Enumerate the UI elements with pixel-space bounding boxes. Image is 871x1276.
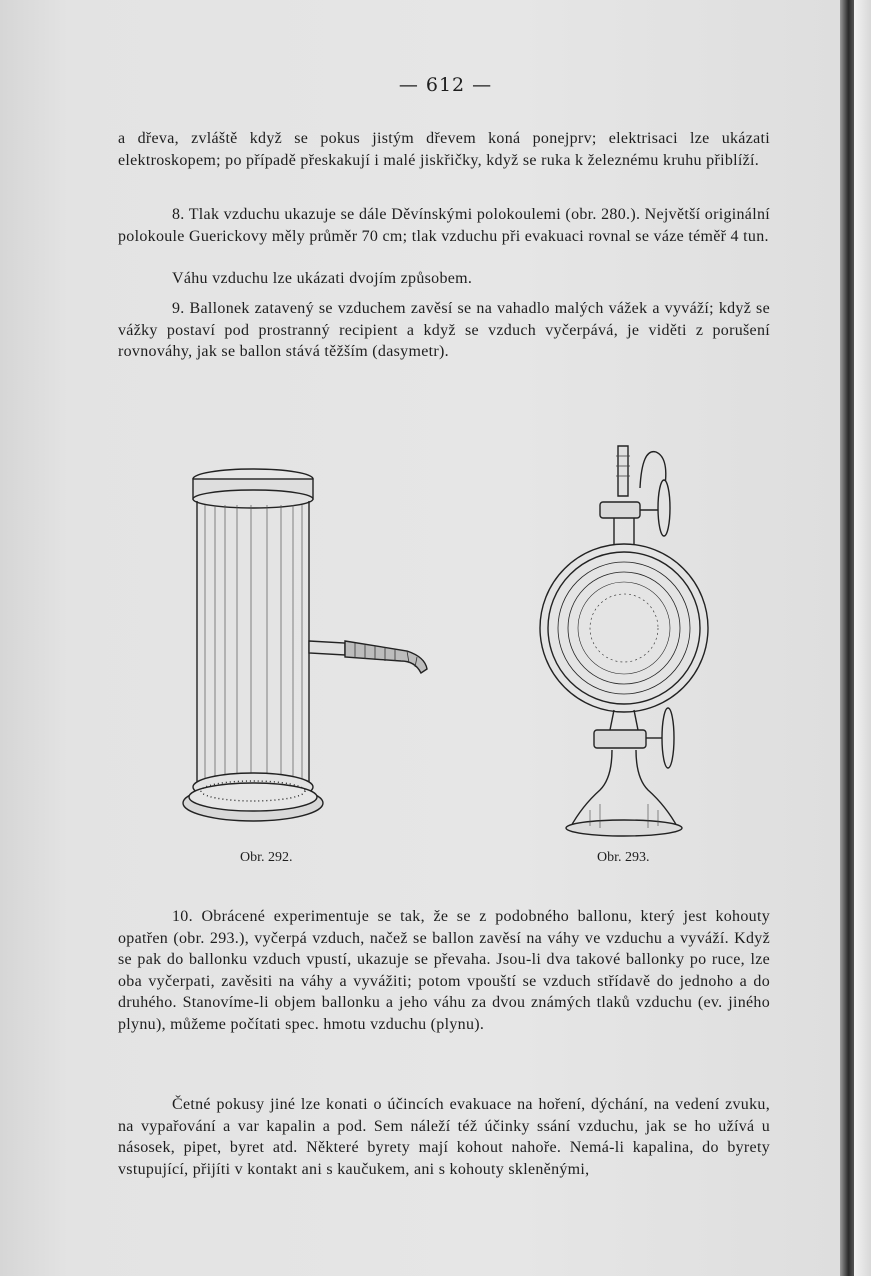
paragraph-5: 10. Obrácené experimentuje se tak, že se z podobného ballonu, který jest kohouty opatřen (obr. 293.), vyčerpá vzduch, načež se ballon zavěsí na váhy ve vzduchu a vyváží. Když se pak do ballonku vzduch vpustí, ukazuje se převaha. Jsou-li dva takové ballonky po ruce, lze oba vyčerpati, zavěsiti na váhy a vyvážiti; potom vpouští se vzduch střídavě do jednoho a do druhého. Stanovíme-li objem ballonku a jeho váhu za dvou známých tlaků vzduchu (ev. jiného plynu), můžeme počítati spec. hmotu vzduchu (plynu). [118,908,770,1033]
figure-293-globe [530,438,710,843]
paragraph-6: Četné pokusy jiné lze konati o účincích evakuace na hoření, dýchání, na vedení zvuku, na vypařování a var kapalin a pod. Sem náleží též účinky ssání vzduchu, jak se ho užívá u násosek, pipet, byret atd. Některé byrety mají kohout nahoře. Nemá-li kapalina, do byrety vstupující, přijíti v kontakt ani s kaučukem, ani s kohouty skleněnými, [118,1096,770,1178]
figure-292-cylinder [175,465,445,835]
figure-292-caption: Obr. 292. [240,850,293,865]
next-page-edge [854,0,871,1276]
figure-293-caption: Obr. 293. [597,850,650,865]
paragraph-1: a dřeva, zvláště když se pokus jistým dřevem koná ponejprv; elektrisaci lze ukázati elektroskopem; po případě přeskakují i malé jiskřičky, když se ruka k železnému kruhu přiblíží. [118,130,770,169]
paragraph-2: 8. Tlak vzduchu ukazuje se dále Děvínskými polokoulemi (obr. 280.). Největší originální polokoule Guerickovy měly průměr 70 cm; tlak vzduchu při evakuaci rovnal se váze téměř 4 tun. [118,206,770,245]
paragraph-3: Váhu vzduchu lze ukázati dvojím způsobem. [172,270,473,287]
page-number: — 612 — [398,74,493,96]
book-spine-shadow [840,0,854,1276]
paragraph-4: 9. Ballonek zatavený se vzduchem zavěsí se na vahadlo malých vážek a vyváží; když se vážky postaví pod prostranný recipient a když se vzduch vyčerpává, je viděti z porušení rovnováhy, jak se ballon stává těžším (dasymetr). [118,300,770,360]
